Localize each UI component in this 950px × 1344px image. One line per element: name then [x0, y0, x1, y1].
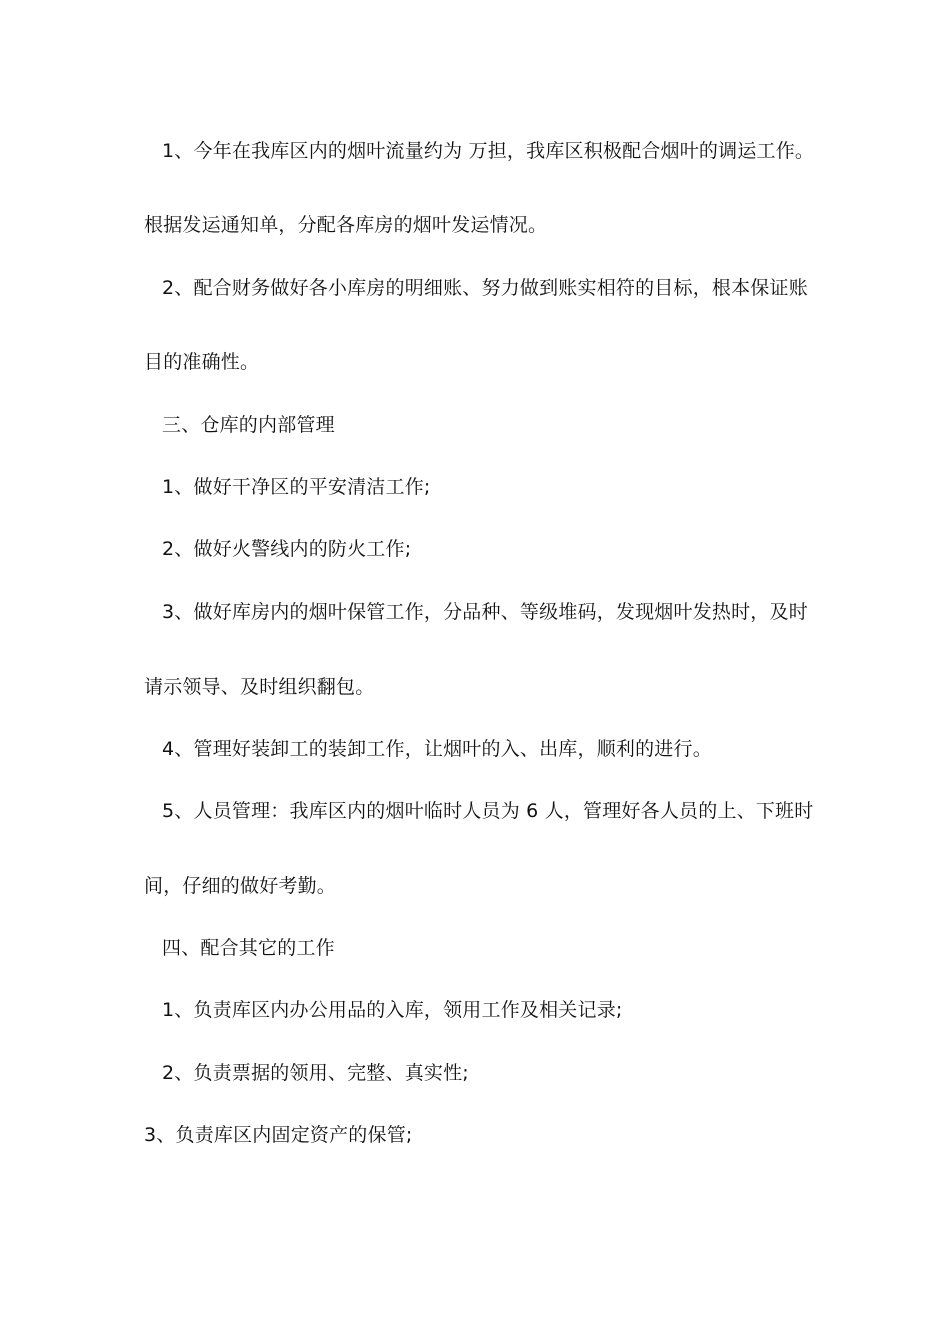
paragraph-line: 5、人员管理：我库区内的烟叶临时人员为 6 人，管理好各人员的上、下班时 [162, 800, 814, 822]
paragraph-line: 请示领导、及时组织翻包。 [144, 676, 375, 698]
paragraph-line: 1、做好干净区的平安清洁工作; [162, 476, 431, 498]
paragraph-line: 1、负责库区内办公用品的入库，领用工作及相关记录; [162, 999, 623, 1021]
paragraph-line: 4、管理好装卸工的装卸工作，让烟叶的入、出库，顺利的进行。 [162, 738, 712, 760]
section-heading: 三、仓库的内部管理 [162, 414, 335, 436]
paragraph-line: 3、做好库房内的烟叶保管工作，分品种、等级堆码，发现烟叶发热时，及时 [162, 601, 808, 623]
paragraph-line: 间，仔细的做好考勤。 [144, 875, 337, 897]
paragraph-line: 2、做好火警线内的防火工作; [162, 538, 412, 560]
paragraph-line: 根据发运通知单，分配各库房的烟叶发运情况。 [144, 214, 548, 236]
section-heading: 四、配合其它的工作 [162, 937, 335, 959]
paragraph-line: 1、今年在我库区内的烟叶流量约为 万担，我库区积极配合烟叶的调运工作。 [162, 140, 815, 162]
paragraph-line: 2、负责票据的领用、完整、真实性; [162, 1062, 469, 1084]
paragraph-line: 3、负责库区内固定资产的保管; [144, 1124, 413, 1146]
paragraph-line: 2、配合财务做好各小库房的明细账、努力做到账实相符的目标，根本保证账 [162, 277, 808, 299]
paragraph-line: 目的准确性。 [144, 351, 260, 373]
